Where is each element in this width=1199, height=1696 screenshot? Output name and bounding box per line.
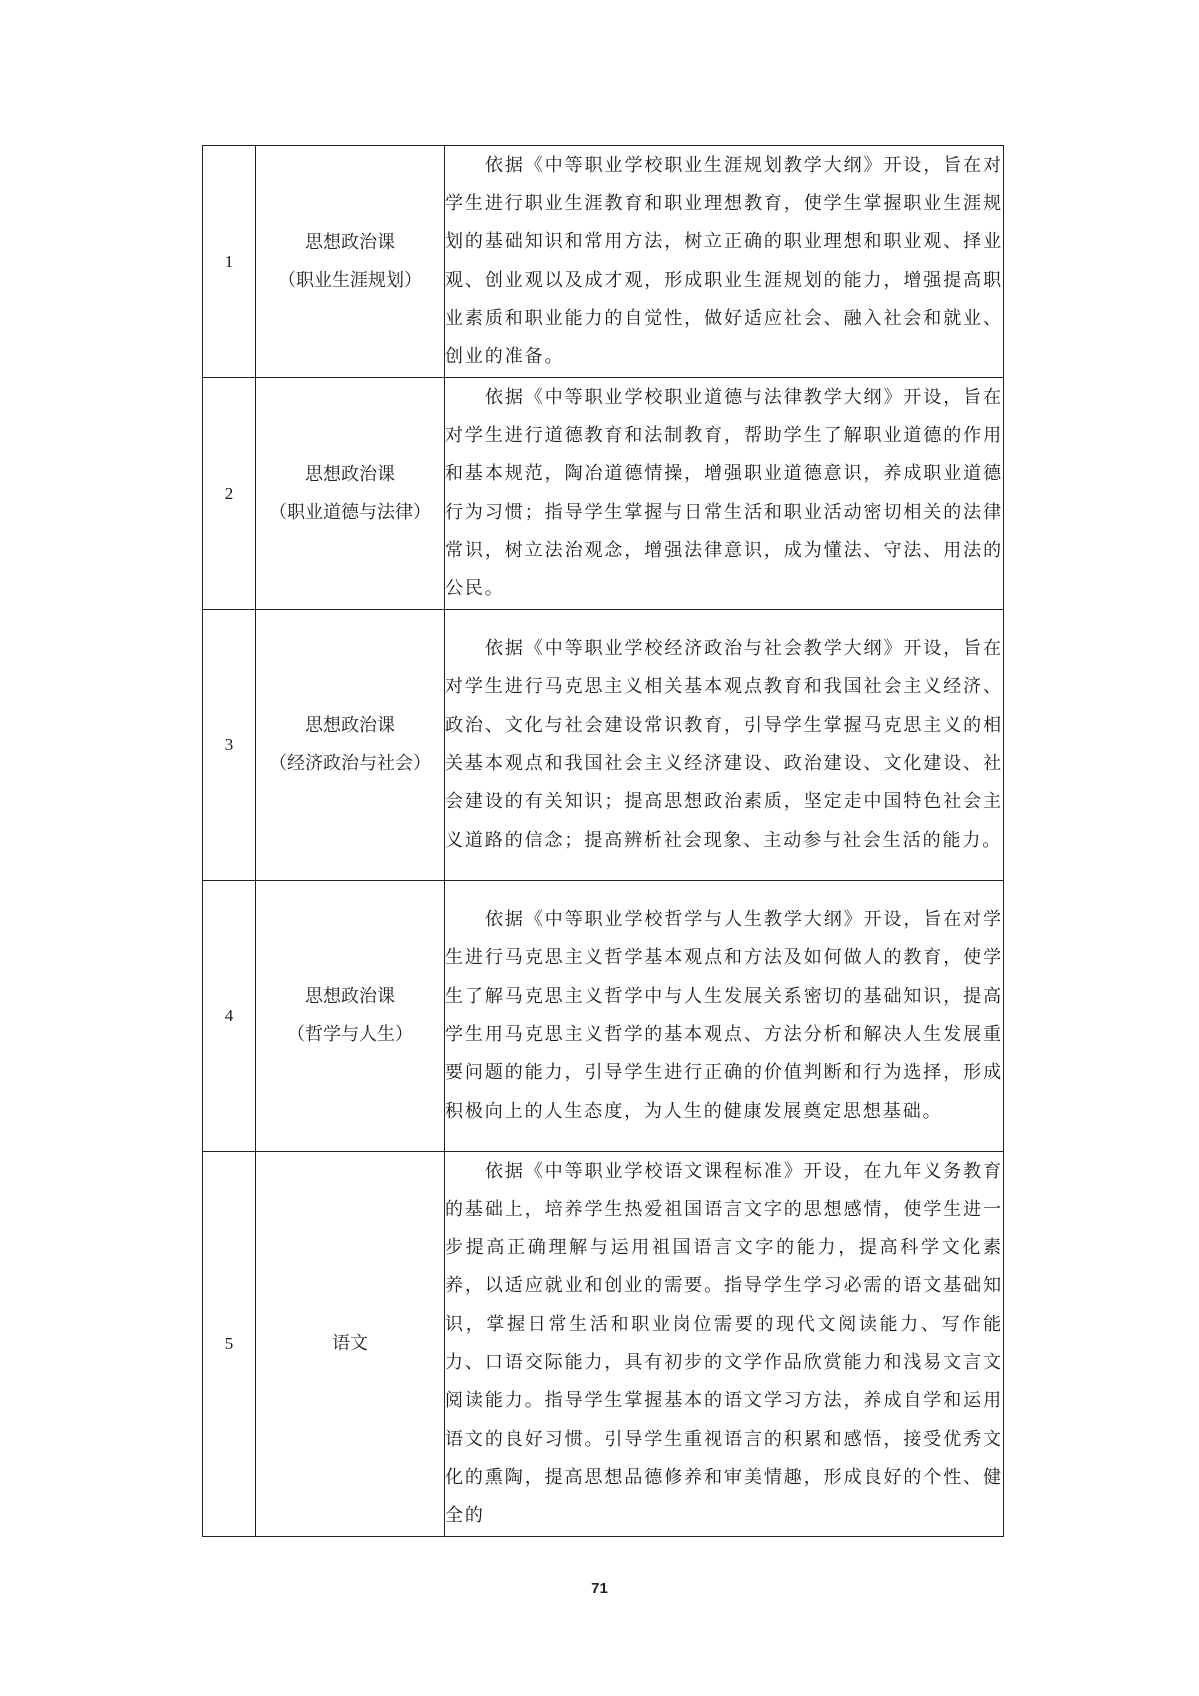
page-number: 71 <box>591 1580 608 1597</box>
table-row <box>203 146 1004 378</box>
course-description: 依据《中等职业学校职业道德与法律教学大纲》开设，旨在对学生进行道德教育和法制教育，帮助学生了解职业道德的作用和基本规范，陶冶道德情操，增强职业道德意识，养成职业道德行为习惯；指导学生掌握与日常生活和职业活动密切相关的法律常识，树立法治观念，增强法律意识，成为懂法、守法、用法的公民。 <box>445 378 1004 610</box>
course-description: 依据《中等职业学校经济政治与社会教学大纲》开设，旨在对学生进行马克思主义相关基本观点教育和我国社会主义经济、政治、文化与社会建设常识教育，引导学生掌握马克思主义的相关基本观点和我国社会主义经济建设、政治建设、文化建设、社会建设的有关知识；提高思想政治素质，坚定走中国特色社会主义道路的信念；提高辨析社会现象、主动参与社会生活的能力。 <box>445 610 1004 881</box>
course-name-cell <box>256 1152 445 1537</box>
course-description: 依据《中等职业学校职业生涯规划教学大纲》开设，旨在对学生进行职业生涯教育和职业理想教育，使学生掌握职业生涯规划的基础知识和常用方法，树立正确的职业理想和职业观、择业观、创业观以及成才观，形成职业生涯规划的能力，增强提高职业素质和职业能力的自觉性，做好适应社会、融入社会和就业、创业的准备。 <box>445 146 1004 378</box>
table-row <box>203 881 1004 1152</box>
curriculum-table <box>202 145 1004 1537</box>
row-number: 2 <box>203 378 256 610</box>
table-row <box>203 1152 1004 1537</box>
course-name-cell <box>256 146 445 378</box>
table-row <box>203 378 1004 610</box>
course-name-cell <box>256 378 445 610</box>
course-name: 思想政治课 <box>305 715 395 736</box>
course-description: 依据《中等职业学校哲学与人生教学大纲》开设，旨在对学生进行马克思主义哲学基本观点和方法及如何做人的教育，使学生了解马克思主义哲学中与人生发展关系密切的基础知识，提高学生用马克思主义哲学的基本观点、方法分析和解决人生发展重要问题的能力，引导学生进行正确的价值判断和行为选择，形成积极向上的人生态度，为人生的健康发展奠定思想基础。 <box>445 881 1004 1152</box>
row-number: 4 <box>203 881 256 1152</box>
course-name: 思想政治课 <box>305 231 395 253</box>
course-subtitle: （职业道德与法律） <box>269 501 431 523</box>
table-row <box>203 610 1004 881</box>
course-name: 思想政治课 <box>305 986 395 1007</box>
course-name: 思想政治课 <box>305 463 395 485</box>
course-name-cell <box>256 610 445 881</box>
row-number: 5 <box>203 1152 256 1537</box>
course-description: 依据《中等职业学校语文课程标准》开设，在九年义务教育的基础上，培养学生热爱祖国语言文字的思想感情，使学生进一步提高正确理解与运用祖国语言文字的能力，提高科学文化素养，以适应就业和创业的需要。指导学生学习必需的语文基础知识，掌握日常生活和职业岗位需要的现代文阅读能力、写作能力、口语交际能力，具有初步的文学作品欣赏能力和浅易文言文阅读能力。指导学生掌握基本的语文学习方法，养成自学和运用语文的良好习惯。引导学生重视语言的积累和感悟，接受优秀文化的熏陶，提高思想品德修养和审美情趣，形成良好的个性、健全的 <box>445 1152 1004 1537</box>
course-subtitle: （职业生涯规划） <box>278 269 422 291</box>
course-subtitle: （哲学与人生） <box>287 1024 413 1045</box>
course-name: 语文 <box>332 1333 368 1354</box>
course-name-cell <box>256 881 445 1152</box>
row-number: 1 <box>203 146 256 378</box>
row-number: 3 <box>203 610 256 881</box>
course-subtitle: （经济政治与社会） <box>269 753 431 774</box>
